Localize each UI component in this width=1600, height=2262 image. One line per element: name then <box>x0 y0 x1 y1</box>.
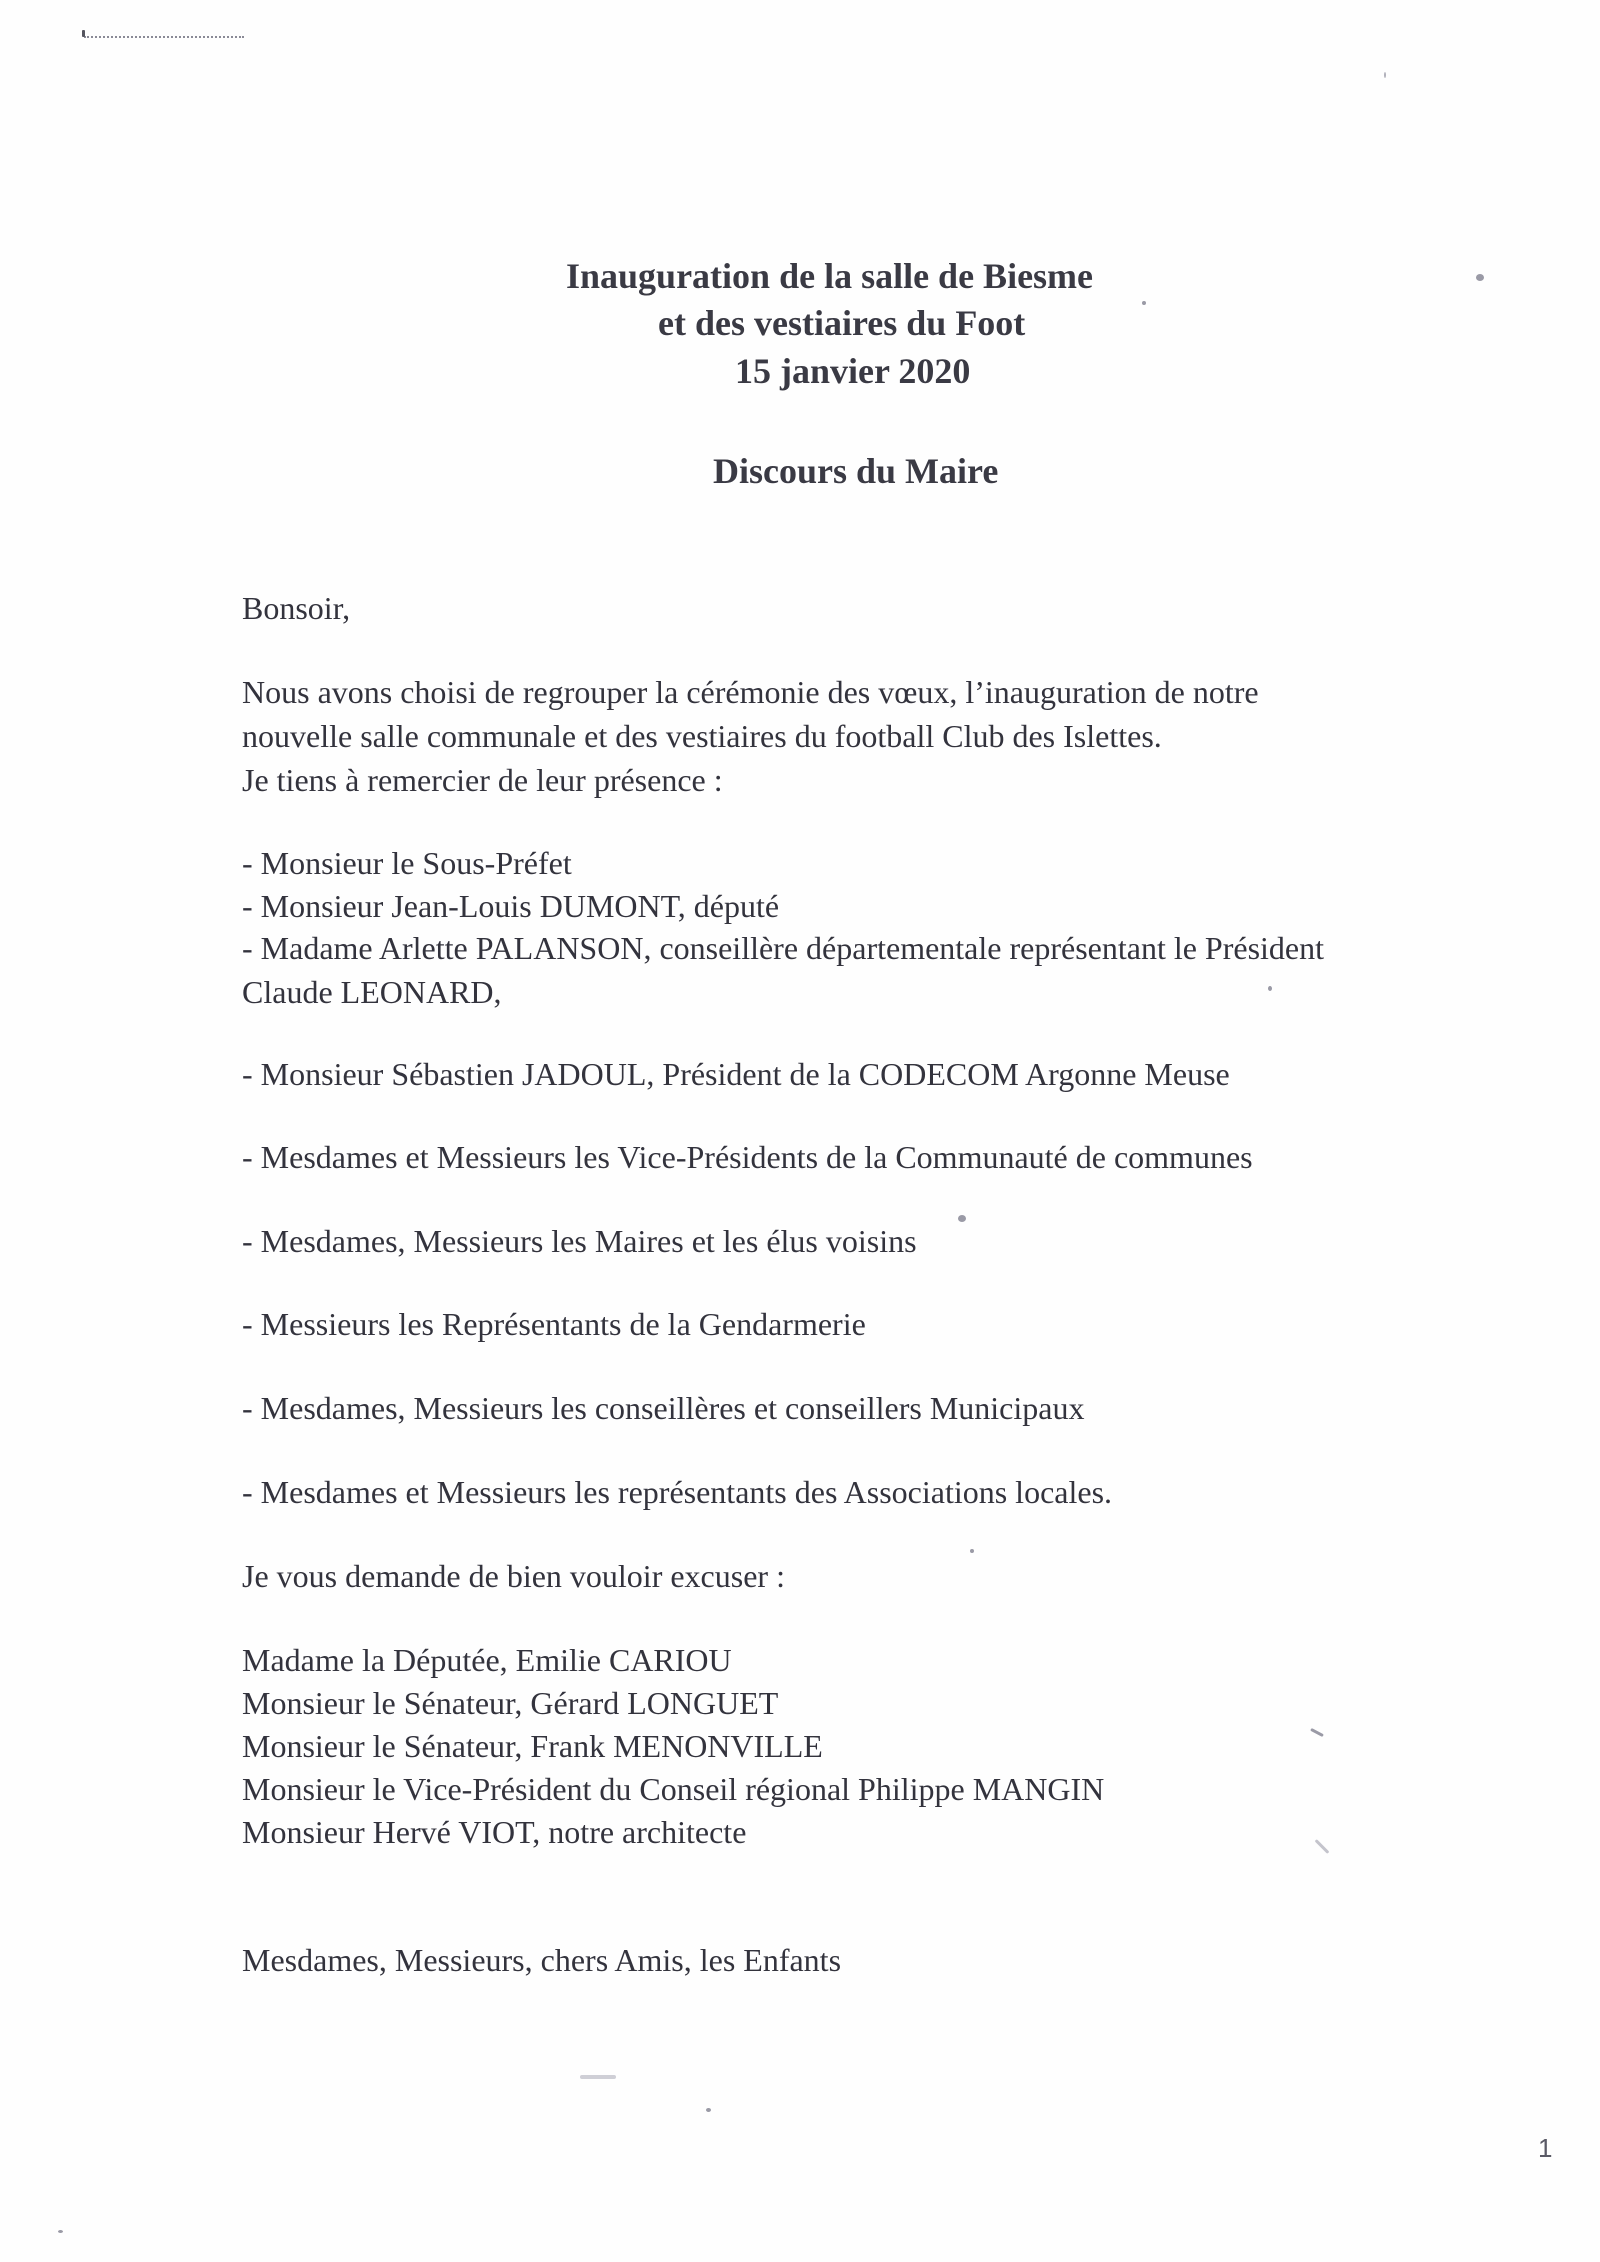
thanks-item: - Monsieur Jean-Louis DUMONT, député <box>242 888 780 924</box>
page-number: 1 <box>1538 2133 1553 2163</box>
scan-speck <box>1384 72 1386 78</box>
scan-speck <box>58 2230 63 2233</box>
closing-salutation: Mesdames, Messieurs, chers Amis, les Enfants <box>242 1942 842 1978</box>
scan-speck <box>958 1215 966 1222</box>
scan-speck <box>1268 986 1272 991</box>
thanks-item: - Monsieur le Sous-Préfet <box>242 845 572 881</box>
title-date: 15 janvier 2020 <box>735 351 971 391</box>
thanks-item: - Messieurs les Représentants de la Gendarmerie <box>242 1306 866 1342</box>
excused-item: Monsieur Hervé VIOT, notre architecte <box>242 1814 747 1850</box>
scan-speck <box>1310 1728 1324 1737</box>
thanks-item: - Madame Arlette PALANSON, conseillère départementale représentant le Président <box>242 930 1325 966</box>
excused-item: Monsieur le Sénateur, Frank MENONVILLE <box>242 1728 823 1764</box>
scan-speck <box>706 2108 711 2112</box>
scan-speck <box>82 30 85 37</box>
intro-line-2: nouvelle salle communale et des vestiaires du football Club des Islettes. <box>242 718 1162 754</box>
thanks-item: - Mesdames, Messieurs les Maires et les élus voisins <box>242 1223 917 1259</box>
speech-subtitle: Discours du Maire <box>713 451 999 491</box>
excused-item: Monsieur le Vice-Président du Conseil régional Philippe MANGIN <box>242 1771 1105 1807</box>
scan-speck <box>580 2075 616 2079</box>
thanks-item: - Monsieur Sébastien JADOUL, Président de la CODECOM Argonne Meuse <box>242 1056 1230 1092</box>
scan-header-mark <box>84 36 244 41</box>
thanks-item: - Mesdames et Messieurs les représentants des Associations locales. <box>242 1474 1113 1510</box>
title-line-2: et des vestiaires du Foot <box>658 303 1026 343</box>
scan-speck <box>1476 274 1484 281</box>
greeting: Bonsoir, <box>242 590 351 626</box>
thanks-item: - Mesdames et Messieurs les Vice-Présidents de la Communauté de communes <box>242 1139 1253 1175</box>
excused-item: Monsieur le Sénateur, Gérard LONGUET <box>242 1685 779 1721</box>
scan-speck <box>1142 301 1146 305</box>
intro-line-1: Nous avons choisi de regrouper la cérémonie des vœux, l’inauguration de notre <box>242 674 1259 710</box>
thanks-item: Claude LEONARD, <box>242 974 502 1010</box>
excuse-intro: Je vous demande de bien vouloir excuser : <box>242 1558 785 1594</box>
scan-speck <box>970 1549 974 1553</box>
excused-item: Madame la Députée, Emilie CARIOU <box>242 1642 732 1678</box>
thanks-item: - Mesdames, Messieurs les conseillères et conseillers Municipaux <box>242 1390 1085 1426</box>
title-line-1: Inauguration de la salle de Biesme <box>566 256 1094 296</box>
intro-line-3: Je tiens à remercier de leur présence : <box>242 762 723 798</box>
scan-speck <box>1315 1839 1330 1854</box>
